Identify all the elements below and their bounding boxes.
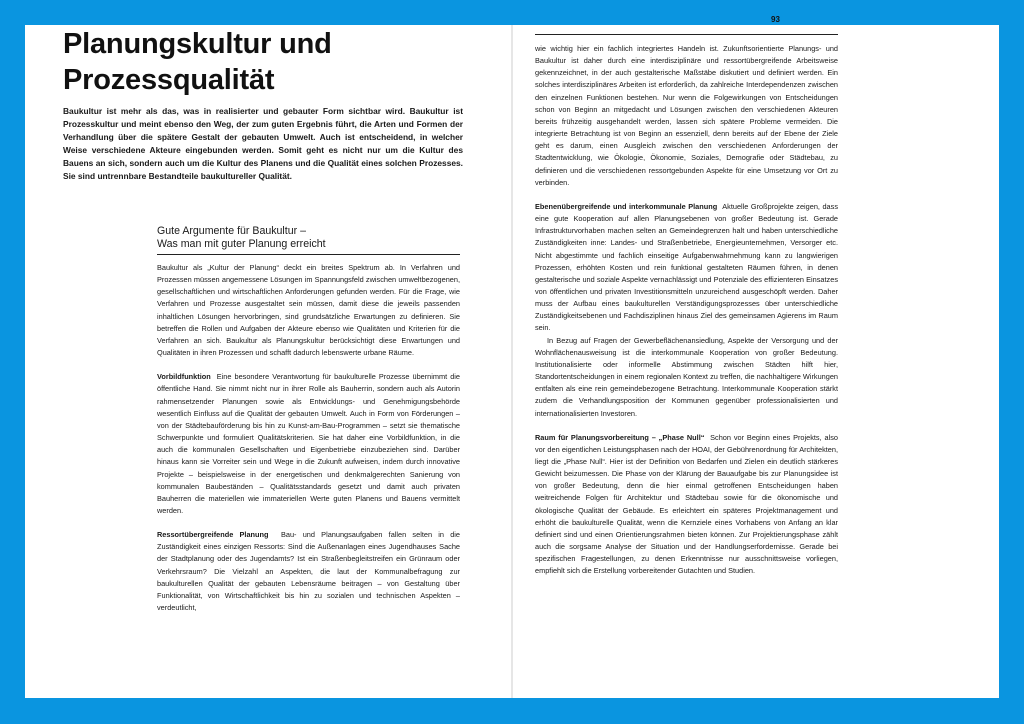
vorbild-paragraph <box>157 371 460 517</box>
ressort-text: Bau- und Planungsaufgaben fallen selten in die Zuständigkeit eines einzigen Ressorts: Sind die Außenanlagen eines Jugendhauses Sache der Stadtplanung oder des Jugendamts? Ist ein Straßenbegleitstreifen ein Grünraum oder Verkehrsraum? Die Vielzahl an Aspekten, die laut der Kommunalbefragung zur baukulturellen Qualität der gebauten Lebensräume beitragen – von Gestaltung über Funktionalität, von Wirtschaftlichkeit bis hin zu sozialen und technischen Aspekten – verdeutlicht, <box>157 530 460 613</box>
raum-heading: Raum für Planungsvorbereitung – „Phase Null“ <box>535 432 705 442</box>
intro-paragraph: Baukultur als „Kultur der Planung“ deckt ein breites Spektrum ab. In Verfahren und Prozessen müssen angemessene Lösungen im Spannungsfeld zwischen umweltbezogenen, gesellschaftlichen und wirtschaftlichen Anforderungen gefunden werden. Für die Frage, wie Verfahren und Prozesse ausgestaltet sein müssen, damit diese die jeweils passenden inhaltlichen Lösungen hervorbringen, sind grundsätzliche Erwartungen zu definieren. Sie betreffen die Rollen und Aufgaben der Akteure ebenso wie Qualitäten und Kriterien für die Verfahren an sich. Baukultur als Planungskultur berücksichtigt diese Erwartungen und Qualitäten in ihren Prozessen und schafft dadurch lebenswerte urbane Räume. <box>157 263 460 358</box>
page-number: 93 <box>771 15 780 24</box>
ressort-paragraph <box>157 529 460 614</box>
right-divider-rule <box>535 34 838 35</box>
raum-paragraph <box>535 432 838 578</box>
ebenen-heading: Ebenenübergreifende und interkommunale Planung <box>535 201 718 211</box>
right-body-column <box>535 43 838 578</box>
ebenen-paragraph-2: In Bezug auf Fragen der Gewerbeflächenansiedlung, Aspekte der Versorgung und der Wohnflächenausweisung ist die interkommunale Kooperation von großer Bedeutung. Institutionalisierte oder informelle Abstimmung zwischen Städten hilft hier, Standortentscheidungen in einem regionalen Kontext zu treffen, die nachhaltigere Wirkungen entfalten als eine rein gemeindebezogene Betrachtung. Interkommunale Kooperation stärkt zudem die Verhandlungsposition der Kommunen gegenüber professionalisierten und internationalisierten Investoren. <box>535 335 838 418</box>
ebenen-paragraph <box>535 201 838 335</box>
ebenen-text: Aktuelle Großprojekte zeigen, dass eine gute Kooperation auf allen Planungsebenen von großer Bedeutung ist. Gerade Infrastrukturvorhaben machen selten an Gemeindegrenzen halt und haben unterschiedliche Zuständigkeiten inne: Landes- und Straßenbetriebe, Energieunternehmen, Versorger etc. Nicht abgestimmte und fachlich einseitige Aufgabenwahrnehmung kann zu langwierigen Prozessen, erhöhten Kosten und rein funktional gestalteten Räumen führen, in denen gestalterische und soziale Aspekte vernachlässigt und Potenziale des effizienteren Einsatzes von öffentlichen und privaten Investitionsmitteln unzureichend ausgeschöpft werden. Daher muss der Aufbau eines baukulturellen Verständigungsprozesses über unterschiedliche Zuständigkeitsebenen und Fachdisziplinen hinaus Ziel des gemeinsamen Agierens im Raum sein. <box>535 201 838 333</box>
page-title: Planungskultur und Prozessqualität <box>63 28 332 96</box>
book-gutter <box>511 25 513 698</box>
section-subheading: Gute Argumente für Baukultur – Was man mit guter Planung erreicht <box>157 225 326 250</box>
left-body-column <box>157 262 460 614</box>
lead-paragraph: Baukultur ist mehr als das, was in realisierter und gebauter Form sichtbar wird. Baukultur ist Prozesskultur und meint ebenso den Weg, der zum guten Ergebnis führt, die Arten und Formen der Verhandlung über die spätere Gestalt der gebauten Umwelt. Auch ist entscheidend, in welcher Weise verschiedene Akteure eingebunden werden. Somit geht es nicht nur um die Kultur des Bauens an sich, sondern auch um die Kultur des Planens und die Qualität eines solchen Prozesses. Sie sind untrennbare Bestandteile baukultureller Qualität. <box>63 106 463 181</box>
raum-text: Schon vor Beginn eines Projekts, also vor den eigentlichen Leistungsphasen nach der HOAI, der Gebührenordnung für Architekten, liegt die „Phase Null“. Hier ist der Definition von Bedarfen und Zielen ein deutlich stärkeres Gewicht beizumessen. Die Phase von der Klärung der Bauaufgabe bis zur Planungsidee ist von großer Bedeutung, denn die hier einmal getroffenen Entscheidungen haben weitreichende Folgen für Architektur und Städtebau sowie für die ökonomische und ökologische Qualität der Gebäude. Es erleichtert ein späteres Projektmanagement und erhöht die baukulturelle Qualität, wenn die Kernziele eines Vorhabens von Anfang an klar definiert sind und einen Orientierungsrahmen bieten können. Zur Projektierungsphase zählt auch die sorgsame Analyse der Situation und der Handlungserfordernisse. Gerade bei spezifischen Fragestellungen, zu denen Erkenntnisse nur ausschnittsweise vorliegen, empfiehlt sich die Erstellung vorbereitender Gutachten und Studien. <box>535 432 838 576</box>
vorbild-text: Eine besondere Verantwortung für baukulturelle Prozesse übernimmt die öffentliche Hand. Sie nimmt nicht nur in ihrer Rolle als Bauherrin, sondern auch als Autorin rahmensetzender Planungen sowie als Entwicklungs- und Genehmigungsbehörde wesentlich Einfluss auf die Qualität der gebauten Umwelt. Auch in Form von Förderungen – von der Städtebauförderung bis hin zu Kunst-am-Bau-Programmen – setzt sie thematische Schwerpunkte und formuliert Qualitätskriterien. Sie hat daher eine Vorbildfunktion, in die auch die kommunalen Gesellschaften und Eigenbetriebe einzubeziehen sind. Darüber hinaus kann sie Vorreiter sein und Wege in die Zukunft aufweisen, indem durch innovative Projekte – beispielsweise in der energetischen und denkmalgerechten Sanierung von kommunalen Baubeständen – Qualitätsstandards gesetzt und damit auch privaten Bauherren die materiellen wie immateriellen Werte guten Planens und Bauens vermittelt werden. <box>157 372 460 515</box>
ressort-heading: Ressortübergreifende Planung <box>157 530 269 540</box>
continued-paragraph: wie wichtig hier ein fachlich integriertes Handeln ist. Zukunftsorientierte Planungs- und Baukultur ist daher durch eine interdisziplinäre und ressortübergreifende Arbeitsweise gekennzeichnet, in der auch gestalterische Maßstäbe diskutiert und definiert werden. Ein solches interdisziplinäres Arbeiten ist erforderlich, da zahlreiche Interdependenzen zwischen den einzelnen Funktionen bestehen. Nur wenn die Folgewirkungen von Entscheidungen schon von Beginn an mitgedacht und Lösungen zwischen den verschiedenen Akteuren bereits frühzeitig ausgehandelt werden, lassen sich spätere Probleme vermeiden. Die integrierte Betrachtung ist von Beginn an essenziell, denn bereits auf der Ebene der Ziele geht es darum, einen Ausgleich zwischen den verschiedenen Anforderungen der Stadtentwicklung, wie Ökologie, Ökonomie, Soziales, Demografie oder Städtebau, zu definieren und die verschiedenen ressortgebunden Aspekte für eine Umsetzung vor Ort zu verbinden. <box>535 44 838 187</box>
vorbild-heading: Vorbildfunktion <box>157 372 211 382</box>
left-divider-rule <box>157 254 460 255</box>
